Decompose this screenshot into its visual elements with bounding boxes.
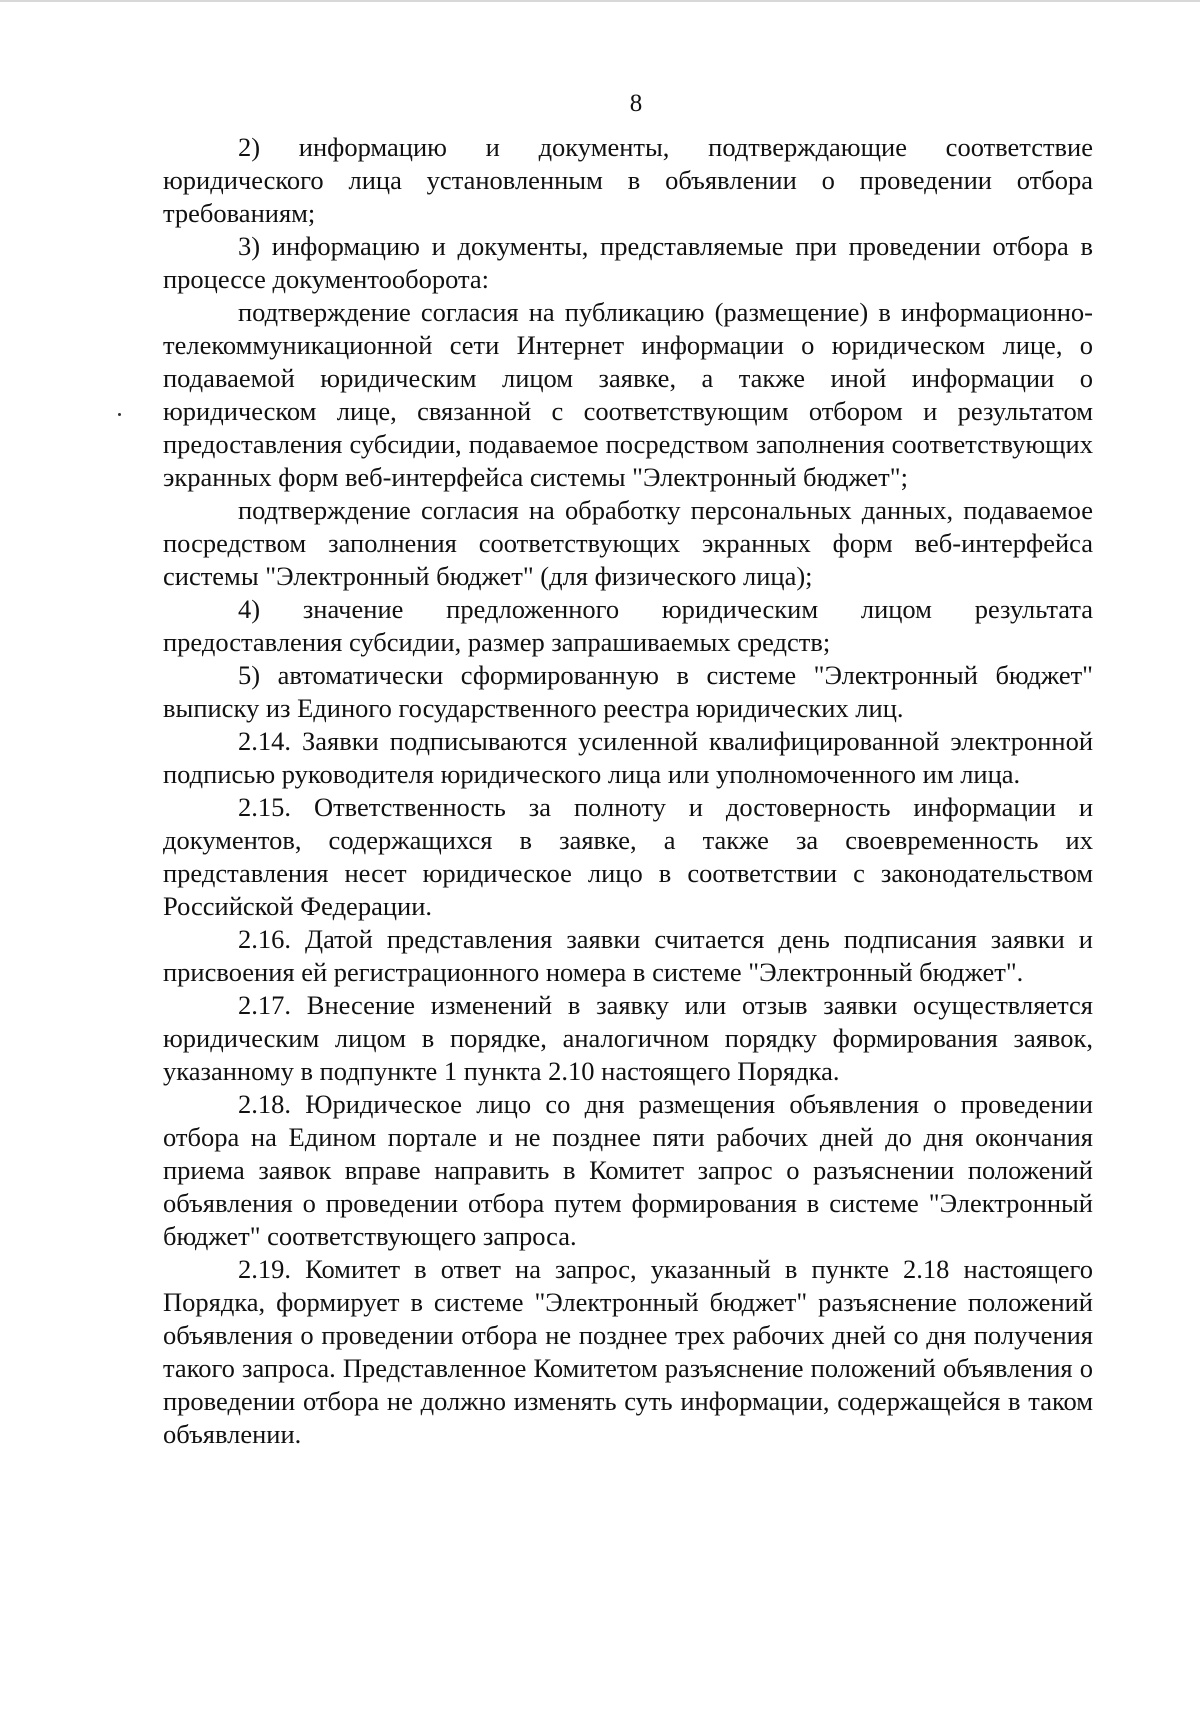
paragraph-consent-personal-data: подтверждение согласия на обработку персональных данных, подаваемое посредством заполнения соответствующих экранных форм веб-интерфейса системы "Электронный бюджет" (для физического лица); (163, 495, 1093, 591)
paragraph-item-3: 3) информацию и документы, представляемые при проведении отбора в процессе документооборота: (163, 231, 1093, 294)
paragraph-2-14: 2.14. Заявки подписываются усиленной квалифицированной электронной подписью руководителя юридического лица или уполномоченного им лица. (163, 726, 1093, 789)
page-number: 8 (629, 90, 643, 117)
paragraph-2-16: 2.16. Датой представления заявки считается день подписания заявки и присвоения ей регистрационного номера в системе "Электронный бюджет". (163, 924, 1093, 987)
scan-top-edge (0, 0, 1200, 2)
paragraph-item-2: 2) информацию и документы, подтверждающие соответствие юридического лица установленным в объявлении о проведении отбора требованиям; (163, 132, 1093, 228)
paragraph-2-19: 2.19. Комитет в ответ на запрос, указанный в пункте 2.18 настоящего Порядка, формирует в системе "Электронный бюджет" разъяснение положений объявления о проведении отбора не позднее трех рабочих дней со дня получения такого запроса. Представленное Комитетом разъяснение положений объявления о проведении отбора не должно изменять суть информации, содержащейся в таком объявлении. (163, 1254, 1093, 1449)
paragraph-item-4: 4) значение предложенного юридическим лицом результата предоставления субсидии, размер запрашиваемых средств; (163, 594, 1093, 657)
paragraph-consent-publication: подтверждение согласия на публикацию (размещение) в информационно-телекоммуникационной сети Интернет информации о юридическом лице, о подаваемой юридическим лицом заявке, а также иной информации о юридическом лице, связанной с соответствующим отбором и результатом предоставления субсидии, подаваемое посредством заполнения соответствующих экранных форм веб-интерфейса системы "Электронный бюджет"; (163, 297, 1093, 492)
paragraph-2-18: 2.18. Юридическое лицо со дня размещения объявления о проведении отбора на Едином портале и не позднее пяти рабочих дней до дня окончания приема заявок вправе направить в Комитет запрос о разъяснении положений объявления о проведении отбора путем формирования в системе "Электронный бюджет" соответствующего запроса. (163, 1089, 1093, 1251)
scan-artifact-dot (118, 413, 121, 416)
paragraph-item-5: 5) автоматически сформированную в системе "Электронный бюджет" выписку из Единого государственного реестра юридических лиц. (163, 660, 1093, 723)
document-body (163, 131, 1093, 1451)
paragraph-2-17: 2.17. Внесение изменений в заявку или отзыв заявки осуществляется юридическим лицом в порядке, аналогичном порядку формирования заявок, указанному в подпункте 1 пункта 2.10 настоящего Порядка. (163, 990, 1093, 1086)
paragraph-2-15: 2.15. Ответственность за полноту и достоверность информации и документов, содержащихся в заявке, а также за своевременность их представления несет юридическое лицо в соответствии с законодательством Российской Федерации. (163, 792, 1093, 921)
